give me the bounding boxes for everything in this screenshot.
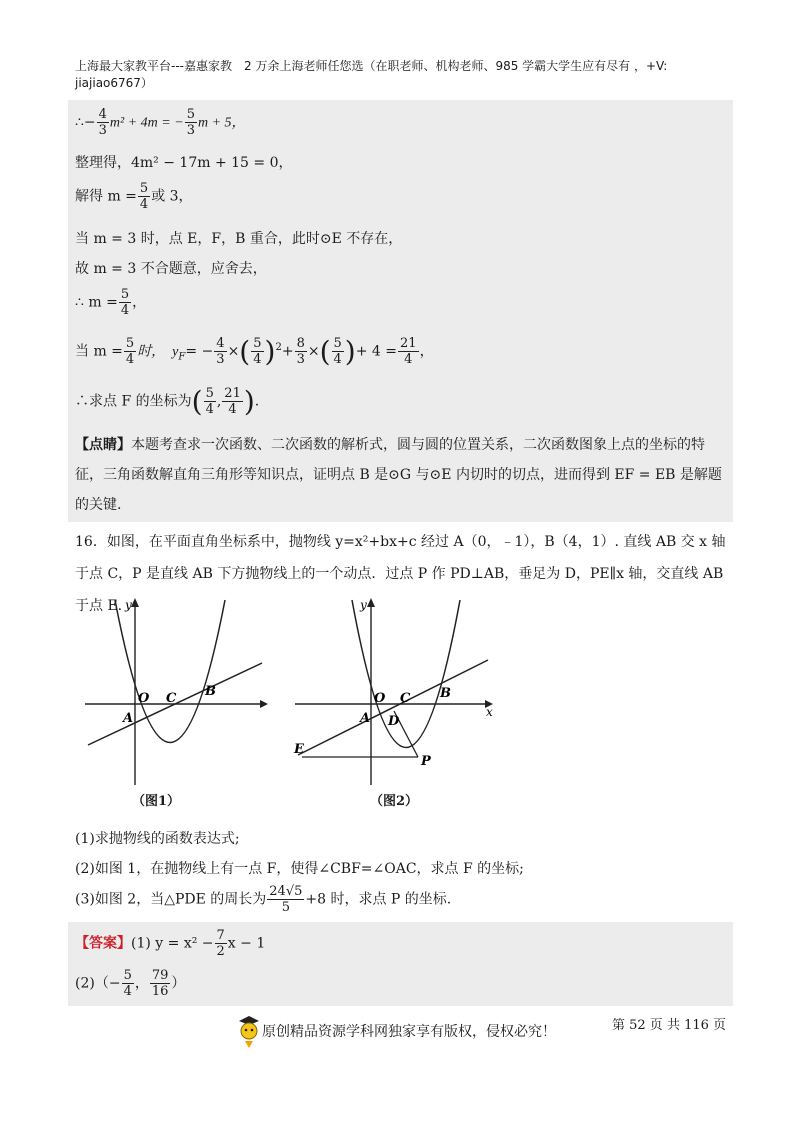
label-a: A [123,711,134,726]
problem-statement: 16．如图，在平面直角坐标系中，抛物线 y=x²+bx+c 经过 A（0，﹣1），B（4，1）. 直线 AB 交 x 轴于点 C，P 是直线 AB 下方抛物线上的一个动点．过点 P 作 PD⊥AB，垂足为 D，PE∥x 轴，交直线 AB 于点 E. [75,534,726,614]
question-3: (3)如图 2，当△PDE 的周长为 $\frac{24√5}{5}$ +8 时，求点 P 的坐标. [75,884,452,915]
mascot-icon [236,1015,262,1049]
label-p: P [421,754,431,769]
answer-2: (2)（− $\frac{5}{4}$ ， $\frac{79}{16}$ ） [75,968,186,999]
fraction: $\frac{5}{3}$ [186,107,195,138]
figure-2 [290,595,500,790]
solution-line-4: 当 m = 3 时，点 E，F，B 重合，此时⊙E 不存在， [75,231,403,247]
comment-paragraph: 【点睛】本题考查求一次函数、二次函数的解析式，圆与圆的位置关系，二次函数图象上点的坐标的特征，三角函数解直角三角形等知识点，证明点 B 是⊙G 与⊙E 内切时的切点，进而得到 EF = EB 是解题的关键. [75,437,722,513]
answer-tag: 【答案】 [75,935,131,952]
label-y: y [360,598,367,612]
label-c: C [400,691,411,706]
label-a: A [360,711,371,726]
solution-line-7: 当 m = $\frac{5}{4}$ 时， $y_F=$ − $\frac{4}{3}$ ×( $\frac{5}{4}$ )$^2$+ $\frac{8}{3}$ ×( $\frac{5}{4}$ )+ 4 = $\frac{21}{4}$ ， [75,335,434,368]
footer-copyright: 原创精品资源学科网独家享有版权，侵权必究！ [262,1024,556,1040]
label-c: C [166,691,177,706]
label-x: x [486,705,493,719]
label-e: E [294,742,304,757]
figure-1 [80,595,270,790]
label-d: D [388,714,400,729]
solution-line-1: ∴− $\frac{4}{3}$ m² + 4m = − $\frac{5}{3}$ m + 5， [75,107,246,138]
y-axis-arrow-icon [131,598,139,607]
solution-line-2: 整理得，4m² − 17m + 15 = 0， [75,155,293,171]
y-axis-arrow-icon [367,598,375,607]
fraction: $\frac{4}{3}$ [98,107,107,138]
question-2: (2)如图 1，在抛物线上有一点 F，使得∠CBF=∠OAC，求点 F 的坐标; [75,861,524,877]
solution-line-6: ∴ m = $\frac{5}{4}$ ， [75,287,147,318]
answer-1: 【答案】(1) y = x² − $\frac{7}{2}$ x − 1 [75,928,266,959]
label-o: O [374,691,386,706]
solution-line-8: ∴求点 F 的坐标为( $\frac{5}{4}$ , $\frac{21}{4}$ ). [75,385,260,418]
page-header: 上海最大家教平台---嘉惠家教 2 万余上海老师任您选（在职老师、机构老师、985 学霸大学生应有尽有 ，+V: jiajiao6767） [75,59,668,90]
figure-1-caption: （图1） [132,794,181,809]
label-b: B [440,686,451,701]
solution-line-5: 故 m = 3 不合题意，应舍去， [75,261,267,277]
label-b: B [205,684,216,699]
question-1: (1)求抛物线的函数表达式; [75,831,240,847]
label-y: y [125,598,132,612]
line-ab [298,660,488,755]
label-o: O [138,691,150,706]
x-axis-arrow-icon [260,700,268,708]
page-number: 第 52 页 共 116 页 [612,1018,727,1033]
solution-line-3: 解得 m = $\frac{5}{4}$ 或 3， [75,181,193,212]
comment-tag: 【点睛】 [75,437,131,453]
figure-2-caption: （图2） [370,794,419,809]
